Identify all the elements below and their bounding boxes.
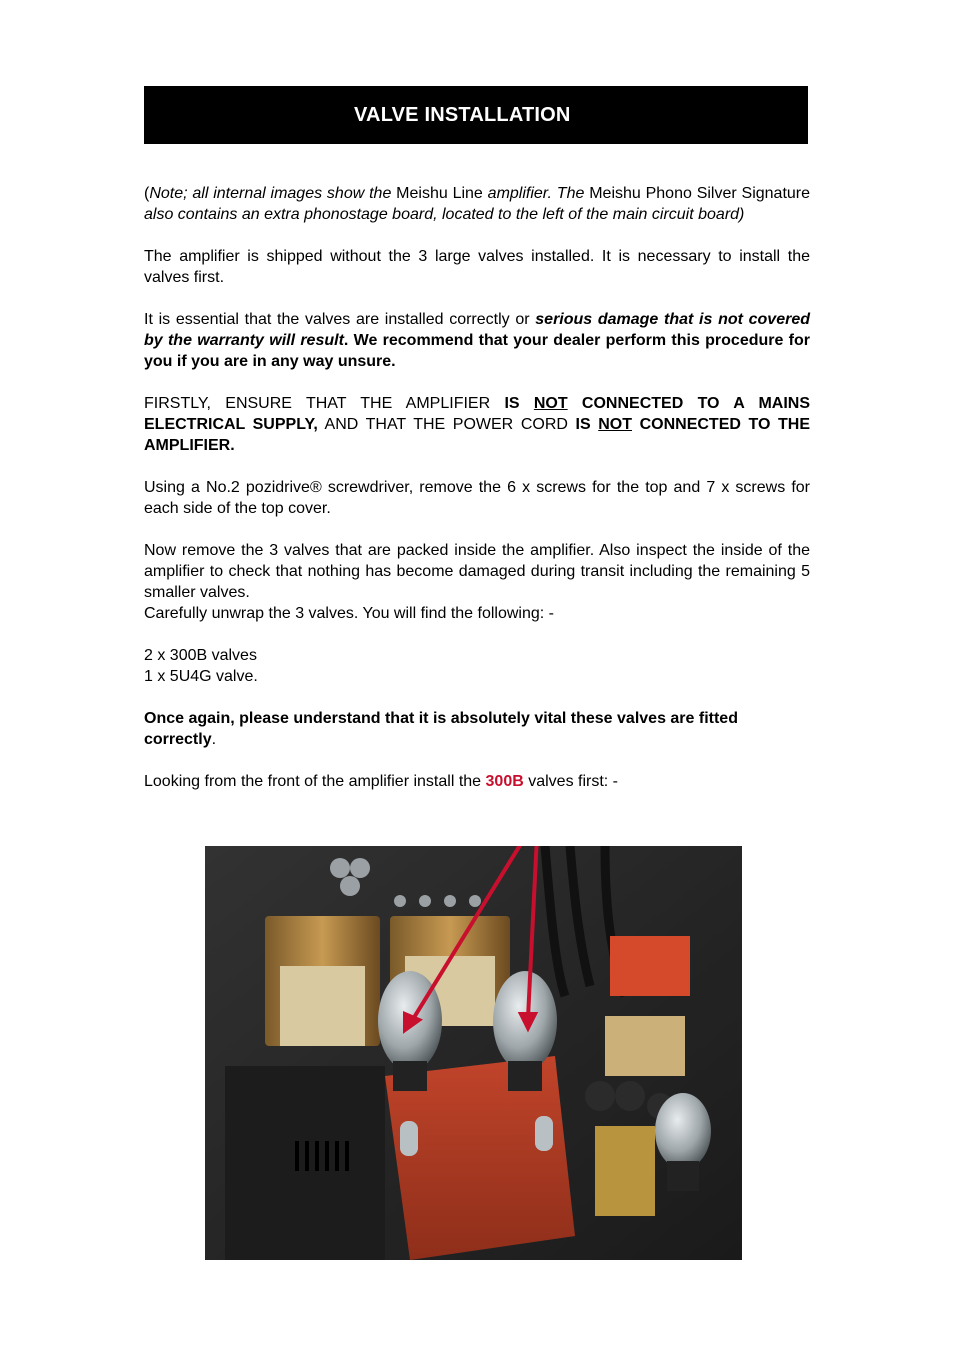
note-open-paren: ( bbox=[144, 185, 150, 202]
note-italic-1: Note; all internal images show the bbox=[149, 185, 392, 202]
note-italic-3: also contains an extra phonostage board, located to the left of the main circuit board) bbox=[144, 206, 745, 223]
screws-paragraph: Using a No.2 pozidrive® screwdriver, remove the 6 x screws for the top and 7 x screws for each side of the top cover. bbox=[144, 479, 810, 517]
valve-list-item: 2 x 300B valves bbox=[144, 647, 257, 664]
unwrap-paragraph: Carefully unwrap the 3 valves. You will find the following: - bbox=[144, 605, 554, 622]
looking-paragraph bbox=[144, 771, 810, 792]
note-model-line: Meishu Line bbox=[391, 185, 488, 202]
firstly-bold-4: CONNECTED TO THE AMPLIFIER. bbox=[144, 416, 811, 454]
remove-paragraph: Now remove the 3 valves that are packed inside the amplifier. Also inspect the inside of the amplifier to check that nothing has become damaged during transit including the remaining 5 smaller valves. bbox=[144, 542, 810, 601]
note-italic-2: amplifier. The bbox=[487, 185, 585, 202]
looking-text-2: valves first: - bbox=[523, 773, 618, 790]
vital-warning: Once again, please understand that it is absolutely vital these valves are fitted correctly bbox=[144, 710, 738, 748]
firstly-text-1: FIRSTLY, ENSURE THAT THE AMPLIFIER bbox=[144, 395, 505, 412]
note-paragraph bbox=[144, 183, 810, 225]
firstly-paragraph bbox=[144, 393, 810, 456]
dealer-recommendation: . We recommend that your dealer perform this procedure for you if you are in any way unsure. bbox=[144, 332, 811, 370]
essential-text: It is essential that the valves are installed correctly or bbox=[144, 311, 536, 328]
section-heading-banner bbox=[144, 86, 808, 144]
note-model-phono: Meishu Phono Silver Signature bbox=[584, 185, 811, 202]
warning-period: . bbox=[211, 731, 217, 748]
firstly-text-2: AND THAT THE POWER CORD bbox=[317, 416, 576, 433]
body-text bbox=[144, 183, 810, 813]
valve-list-item: 1 x 5U4G valve. bbox=[144, 668, 258, 685]
firstly-bold-1: IS bbox=[504, 395, 534, 412]
firstly-not-1: NOT bbox=[533, 395, 568, 412]
valve-300b-label: 300B bbox=[485, 773, 524, 790]
essential-paragraph bbox=[144, 309, 810, 372]
amplifier-interior-photo bbox=[205, 846, 742, 1260]
looking-text-1: Looking from the front of the amplifier install the bbox=[144, 773, 486, 790]
shipped-paragraph: The amplifier is shipped without the 3 large valves installed. It is necessary to install the valves first. bbox=[144, 248, 810, 286]
warranty-warning: serious damage that is not covered by the warranty will result bbox=[144, 311, 810, 349]
warning-paragraph bbox=[144, 708, 810, 750]
firstly-not-2: NOT bbox=[598, 416, 632, 433]
firstly-bold-2: CONNECTED TO A MAINS ELECTRICAL SUPPLY, bbox=[144, 395, 811, 433]
section-heading: VALVE INSTALLATION bbox=[354, 103, 571, 126]
firstly-bold-3: IS bbox=[575, 416, 599, 433]
